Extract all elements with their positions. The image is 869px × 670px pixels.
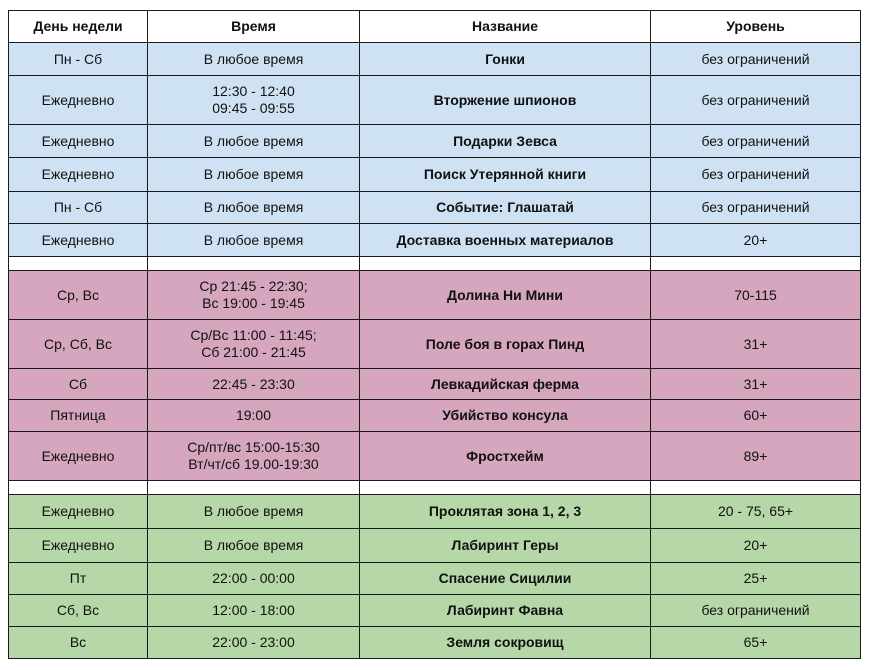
level-cell: без ограничений	[651, 76, 861, 125]
table-row	[9, 320, 861, 369]
day-cell: Ежедневно	[9, 158, 148, 192]
event-name-cell: Доставка военных материалов	[360, 224, 651, 257]
table-row	[9, 369, 861, 400]
table-row	[9, 158, 861, 192]
time-line: Ср/пт/вс 15:00-15:30	[187, 439, 320, 455]
day-cell: Пятница	[9, 400, 148, 432]
level-cell: без ограничений	[651, 595, 861, 627]
time-line: В любое время	[203, 503, 304, 519]
event-name-cell: Левкадийская ферма	[360, 369, 651, 400]
day-cell: Сб, Вс	[9, 595, 148, 627]
time-line: 19:00	[235, 407, 272, 423]
time-line: Сб 21:00 - 21:45	[201, 344, 306, 360]
time-cell	[148, 320, 360, 369]
time-line: В любое время	[203, 166, 304, 182]
time-line: В любое время	[203, 50, 304, 67]
time-line: В любое время	[203, 231, 304, 248]
level-cell: 20+	[651, 224, 861, 257]
level-cell: 60+	[651, 400, 861, 432]
event-name-cell: Земля сокровищ	[360, 627, 651, 659]
table-row	[9, 192, 861, 224]
time-cell	[148, 76, 360, 125]
level-cell: 25+	[651, 563, 861, 595]
level-cell: 20 - 75, 65+	[651, 495, 861, 529]
event-name-cell: Событие: Глашатай	[360, 192, 651, 224]
time-line: 22:00 - 00:00	[212, 570, 295, 586]
time-cell	[148, 369, 360, 400]
time-line: В любое время	[203, 537, 304, 553]
time-line: В любое время	[203, 199, 304, 215]
time-cell	[148, 192, 360, 224]
time-cell	[148, 125, 360, 158]
table-row	[9, 43, 861, 76]
event-name-cell: Долина Ни Мини	[360, 271, 651, 320]
time-line: 12:00 - 18:00	[212, 602, 295, 618]
level-cell: 31+	[651, 320, 861, 369]
day-cell: Ср, Вс	[9, 271, 148, 320]
time-cell	[148, 224, 360, 257]
separator-row	[9, 257, 861, 271]
day-cell: Вс	[9, 627, 148, 659]
table-row	[9, 400, 861, 432]
event-name-cell: Гонки	[360, 43, 651, 76]
time-cell	[148, 432, 360, 481]
schedule-table	[8, 10, 861, 659]
day-cell: Ежедневно	[9, 432, 148, 481]
time-line: Ср 21:45 - 22:30;	[199, 278, 308, 294]
time-cell	[148, 271, 360, 320]
level-cell: без ограничений	[651, 125, 861, 158]
time-line: Вс 19:00 - 19:45	[202, 295, 305, 311]
separator-row	[9, 481, 861, 495]
header-time: Время	[148, 11, 360, 43]
table-row	[9, 432, 861, 481]
header-row	[9, 11, 861, 43]
table-row	[9, 495, 861, 529]
table-row	[9, 125, 861, 158]
day-cell: Ежедневно	[9, 495, 148, 529]
event-name-cell: Убийство консула	[360, 400, 651, 432]
time-line: 22:00 - 23:00	[212, 634, 295, 650]
table-row	[9, 529, 861, 563]
table-row	[9, 271, 861, 320]
event-name-cell: Поиск Утерянной книги	[360, 158, 651, 192]
day-cell: Ежедневно	[9, 224, 148, 257]
event-name-cell: Вторжение шпионов	[360, 76, 651, 125]
header-day: День недели	[9, 11, 148, 43]
event-name-cell: Проклятая зона 1, 2, 3	[360, 495, 651, 529]
time-line: Ср/Вс 11:00 - 11:45;	[190, 327, 317, 343]
time-line: В любое время	[203, 132, 304, 149]
day-cell: Сб	[9, 369, 148, 400]
day-cell: Ежедневно	[9, 76, 148, 125]
day-cell: Ежедневно	[9, 529, 148, 563]
table-row	[9, 595, 861, 627]
level-cell: 31+	[651, 369, 861, 400]
header-level: Уровень	[651, 11, 861, 43]
time-cell	[148, 595, 360, 627]
time-cell	[148, 43, 360, 76]
level-cell: 70-115	[651, 271, 861, 320]
event-name-cell: Лабиринт Геры	[360, 529, 651, 563]
level-cell: 65+	[651, 627, 861, 659]
day-cell: Пн - Сб	[9, 192, 148, 224]
event-name-cell: Спасение Сицилии	[360, 563, 651, 595]
day-cell: Ср, Сб, Вс	[9, 320, 148, 369]
level-cell: без ограничений	[651, 192, 861, 224]
time-cell	[148, 495, 360, 529]
time-line: 12:30 - 12:40	[212, 83, 295, 99]
time-line: 09:45 - 09:55	[212, 100, 295, 116]
event-name-cell: Лабиринт Фавна	[360, 595, 651, 627]
table-row	[9, 224, 861, 257]
time-cell	[148, 400, 360, 432]
level-cell: 89+	[651, 432, 861, 481]
table-row	[9, 563, 861, 595]
event-name-cell: Поле боя в горах Пинд	[360, 320, 651, 369]
time-cell	[148, 529, 360, 563]
event-name-cell: Подарки Зевса	[360, 125, 651, 158]
table-row	[9, 627, 861, 659]
time-line: 22:45 - 23:30	[212, 375, 295, 392]
level-cell: 20+	[651, 529, 861, 563]
time-cell	[148, 563, 360, 595]
level-cell: без ограничений	[651, 43, 861, 76]
header-name: Название	[360, 11, 651, 43]
time-line: Вт/чт/сб 19.00-19:30	[188, 456, 319, 472]
table-row	[9, 76, 861, 125]
event-name-cell: Фростхейм	[360, 432, 651, 481]
time-cell	[148, 158, 360, 192]
day-cell: Пт	[9, 563, 148, 595]
level-cell: без ограничений	[651, 158, 861, 192]
day-cell: Ежедневно	[9, 125, 148, 158]
day-cell: Пн - Сб	[9, 43, 148, 76]
time-cell	[148, 627, 360, 659]
